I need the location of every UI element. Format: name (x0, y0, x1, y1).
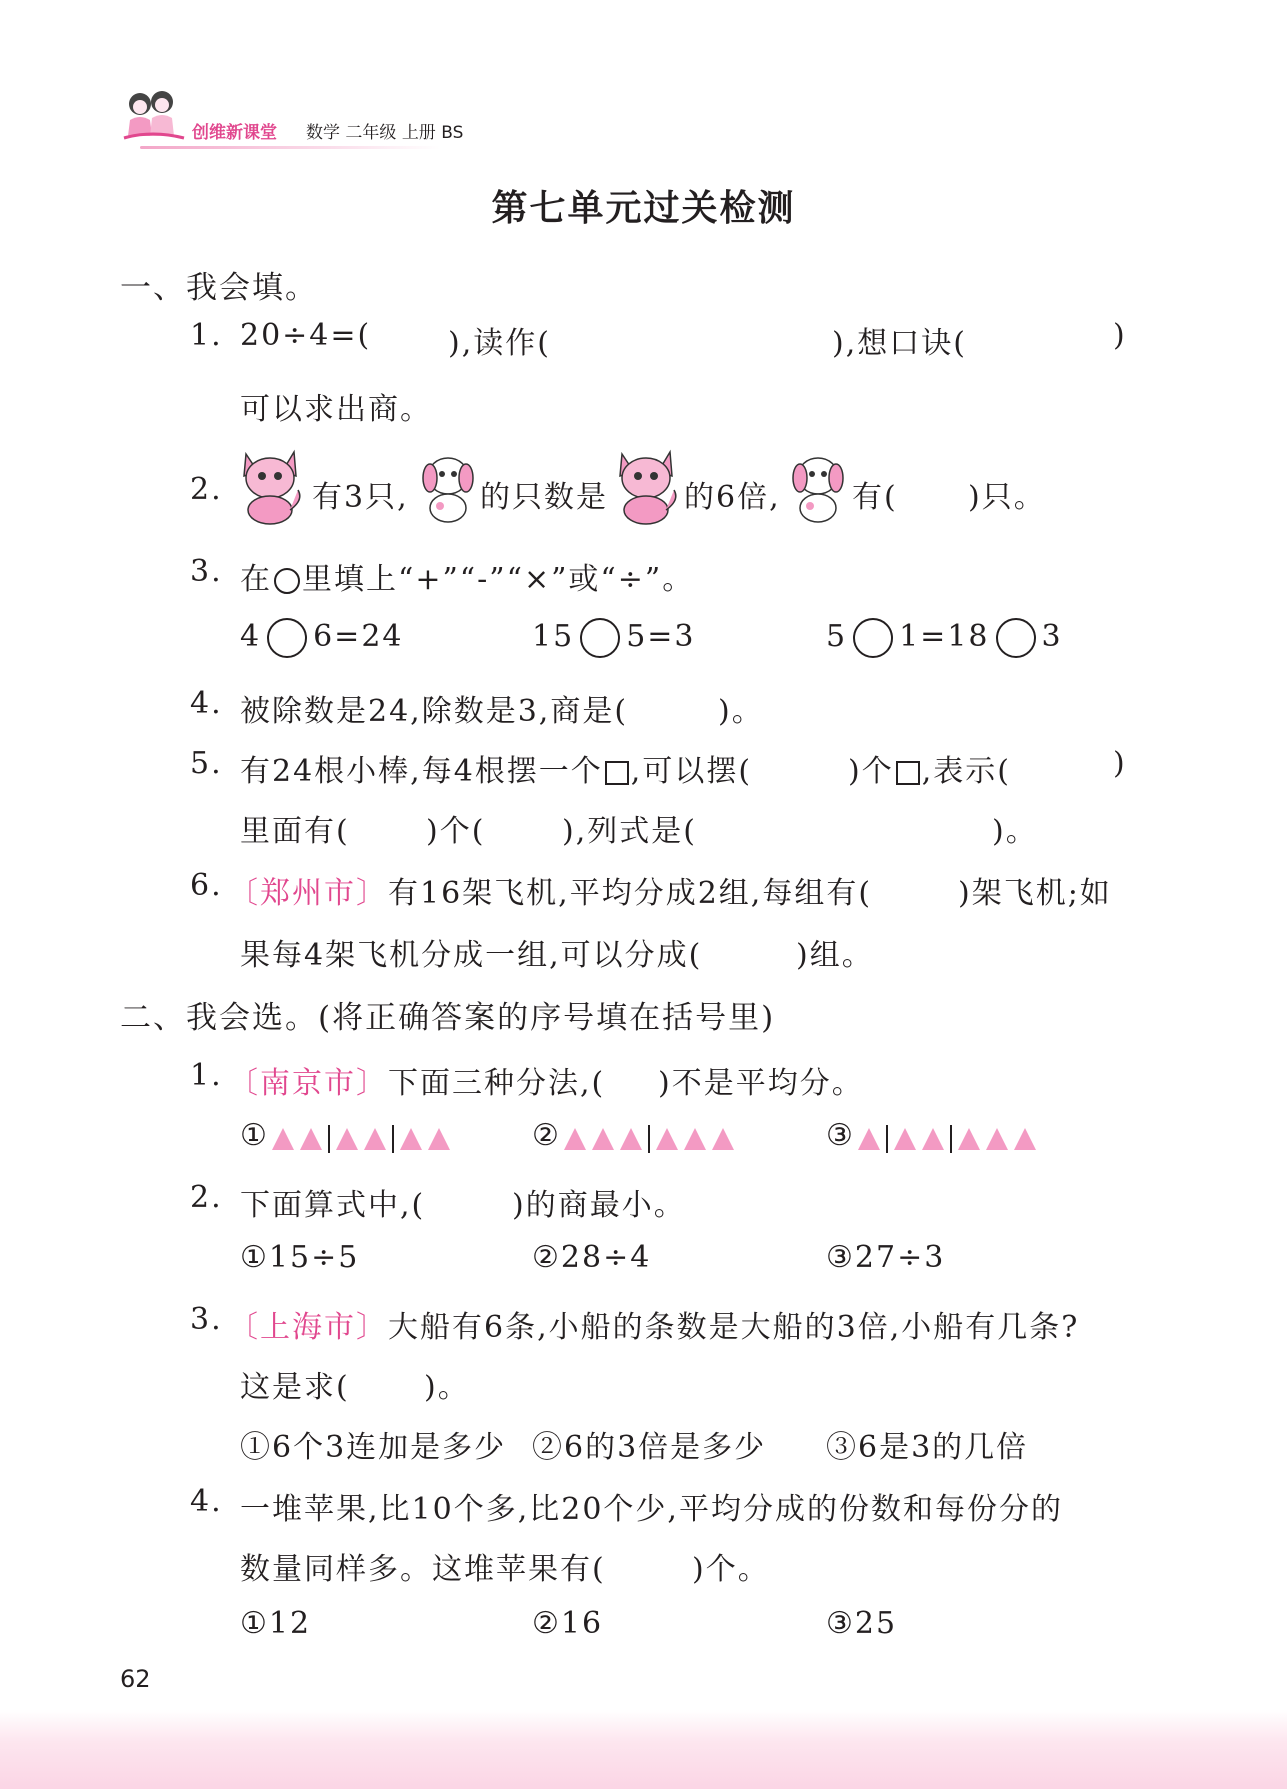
section2-heading: 二、我会选。(将正确答案的序号填在括号里) (120, 1000, 776, 1036)
s1-q5-a: 有24根小棒,每4根摆一个 (240, 754, 603, 789)
s1-q3-expr1 (240, 618, 404, 658)
operator-circle-2[interactable] (580, 618, 620, 658)
region-tag: 〔南京市〕 (228, 1066, 388, 1101)
volume: 上册 (401, 123, 436, 143)
s1-q3-expr3 (826, 618, 1063, 658)
s1-q2-b: 的只数是 (480, 480, 608, 515)
s2-q3-line1 (228, 1302, 1079, 1346)
s2-q3-number: 3. (190, 1302, 223, 1337)
s2-q4-number: 4. (190, 1484, 223, 1519)
region-tag: 〔郑州市〕 (228, 876, 388, 911)
triangle-icon (400, 1128, 422, 1150)
expr3-left: 5 (826, 619, 848, 654)
s1-q3-text (240, 554, 694, 598)
s1-q6-number: 6. (190, 868, 223, 903)
s2-q1-option-3[interactable] (826, 1118, 1039, 1155)
s1-q6-b: )架飞机;如 (958, 876, 1112, 911)
triangle-icon (564, 1128, 586, 1150)
triangle-icon (272, 1128, 294, 1150)
page-header (120, 86, 620, 156)
expr3-mid: 1=18 (899, 619, 990, 654)
triangle-icon (620, 1128, 642, 1150)
s2-q1-option-2[interactable] (532, 1118, 737, 1155)
s2-q1-number: 1. (190, 1058, 223, 1093)
s2-q3-line2a: 这是求( (240, 1370, 350, 1405)
divider-bar (950, 1125, 952, 1153)
s1-q2-number: 2. (190, 472, 223, 507)
expr2-right: 5=3 (626, 619, 696, 654)
s1-q1-a: 20÷4=( (240, 318, 372, 353)
s1-q6-a: 有16架飞机,平均分成2组,每组有( (388, 876, 873, 911)
divider-bar (648, 1125, 650, 1153)
operator-circle-3[interactable] (853, 618, 893, 658)
triangle-icon (1014, 1128, 1036, 1150)
s1-q6-line1 (228, 868, 872, 912)
s1-q5-line2c: ),列式是( (562, 814, 697, 849)
triangle-icon (364, 1128, 386, 1150)
s1-q2-c: 的6倍, (684, 480, 781, 515)
s1-q3-number: 3. (190, 554, 223, 589)
s1-q3-b: 里填上“+”“-”“×”或“÷”。 (302, 562, 695, 597)
cat-icon (612, 444, 682, 526)
triangle-icon (922, 1128, 944, 1150)
s1-q5-c: )个 (848, 754, 894, 789)
s2-q2-number: 2. (190, 1180, 223, 1215)
s1-q2-e: )只。 (968, 480, 1046, 515)
s2-q3-line2b: )。 (424, 1370, 470, 1405)
expr1-right: 6=24 (313, 619, 404, 654)
square-shape (896, 761, 920, 785)
s1-q6-line2b: )组。 (796, 938, 874, 973)
divider-bar (392, 1125, 394, 1153)
s1-q5-line1 (240, 746, 752, 790)
triangle-icon (656, 1128, 678, 1150)
dog-icon (788, 450, 850, 526)
header-underline (140, 146, 440, 149)
triangle-group (561, 1120, 737, 1155)
s1-q5-e: ) (1113, 746, 1127, 781)
s2-q3-option-1[interactable]: ①6个3连加是多少 (240, 1430, 507, 1465)
s1-q6-line2a: 果每4架飞机分成一组,可以分成( (240, 938, 703, 973)
s1-q5-d: ,表示( (921, 754, 1011, 789)
s1-q2-a: 有3只, (312, 480, 409, 515)
triangle-group (269, 1120, 453, 1155)
edition: BS (441, 123, 464, 143)
s1-q4-text: 被除数是24,除数是3,商是( (240, 694, 629, 729)
triangle-group (855, 1120, 1039, 1155)
s1-q5-c-group (848, 746, 1011, 790)
s2-q4-line2a: 数量同样多。这堆苹果有( (240, 1552, 606, 1587)
kids-logo-icon (120, 86, 190, 146)
triangle-icon (986, 1128, 1008, 1150)
s1-q5-b: ,可以摆( (630, 754, 753, 789)
s1-q5-number: 5. (190, 746, 223, 781)
s1-q5-line2a: 里面有( (240, 814, 350, 849)
s1-q4-end: )。 (718, 694, 764, 729)
triangle-icon (958, 1128, 980, 1150)
option-label: ② (532, 1118, 561, 1153)
expr1-left: 4 (240, 619, 262, 654)
s2-q2-option-1[interactable]: ①15÷5 (240, 1240, 360, 1275)
triangle-icon (894, 1128, 916, 1150)
s1-q1-line2: 可以求出商。 (240, 392, 432, 427)
region-tag: 〔上海市〕 (228, 1310, 388, 1345)
s2-q3-a: 大船有6条,小船的条数是大船的3倍,小船有几条? (388, 1310, 1080, 1345)
section1-heading: 一、我会填。 (120, 270, 318, 306)
page-number: 62 (120, 1665, 151, 1693)
option-label: ③ (826, 1118, 855, 1153)
s2-q2-a: 下面算式中,( (240, 1188, 426, 1223)
s2-q4-option-1[interactable]: ①12 (240, 1606, 312, 1641)
book-meta (306, 118, 463, 143)
grade: 二年级 (345, 123, 397, 143)
brand-name: 创维新课堂 (192, 123, 277, 143)
s1-q5-line2b: )个( (426, 814, 486, 849)
cat-icon (236, 444, 306, 526)
s2-q4-option-3[interactable]: ③25 (826, 1606, 898, 1641)
s2-q2-option-3[interactable]: ③27÷3 (826, 1240, 946, 1275)
triangle-icon (684, 1128, 706, 1150)
s1-q1-c: ),想口诀( (832, 326, 967, 361)
s1-q2-d: 有( (852, 480, 898, 515)
square-shape (605, 761, 629, 785)
divider-bar (328, 1125, 330, 1153)
s2-q1-b: )不是平均分。 (658, 1066, 864, 1101)
s2-q2-b: )的商最小。 (512, 1188, 686, 1223)
s2-q4-line2b: )个。 (692, 1552, 770, 1587)
divider-bar (886, 1125, 888, 1153)
operator-circle-4[interactable] (996, 618, 1036, 658)
s2-q4-a: 一堆苹果,比10个多,比20个少,平均分成的份数和每份分的 (240, 1492, 1063, 1527)
s1-q1-b: ),读作( (448, 326, 551, 361)
s1-q4-number: 4. (190, 686, 223, 721)
circle-blank (274, 568, 300, 594)
s1-q3-expr2 (532, 618, 696, 658)
expr3-right: 3 (1041, 619, 1063, 654)
s2-q1-a: 下面三种分法,( (388, 1066, 606, 1101)
s2-q2-option-2[interactable]: ②28÷4 (532, 1240, 652, 1275)
footer-band (0, 1710, 1287, 1789)
triangle-icon (858, 1128, 880, 1150)
s1-q1-number: 1. (190, 318, 223, 353)
s2-q3-option-3[interactable]: ③6是3的几倍 (826, 1430, 1029, 1465)
s2-q4-option-2[interactable]: ②16 (532, 1606, 604, 1641)
subject: 数学 (306, 123, 340, 143)
s1-q5-line2d: )。 (992, 814, 1038, 849)
dog-icon (418, 450, 480, 526)
s1-q3-a: 在 (240, 562, 272, 597)
expr2-left: 15 (532, 619, 575, 654)
triangle-icon (592, 1128, 614, 1150)
operator-circle-1[interactable] (267, 618, 307, 658)
s1-q1-d: ) (1113, 318, 1127, 353)
triangle-icon (712, 1128, 734, 1150)
s2-q3-option-2[interactable]: ②6的3倍是多少 (532, 1430, 767, 1465)
triangle-icon (336, 1128, 358, 1150)
page-title: 第七单元过关检测 (491, 188, 796, 229)
triangle-icon (300, 1128, 322, 1150)
s2-q1-option-1[interactable] (240, 1118, 453, 1155)
s2-q1-line1 (228, 1058, 605, 1102)
triangle-icon (428, 1128, 450, 1150)
option-label: ① (240, 1118, 269, 1153)
